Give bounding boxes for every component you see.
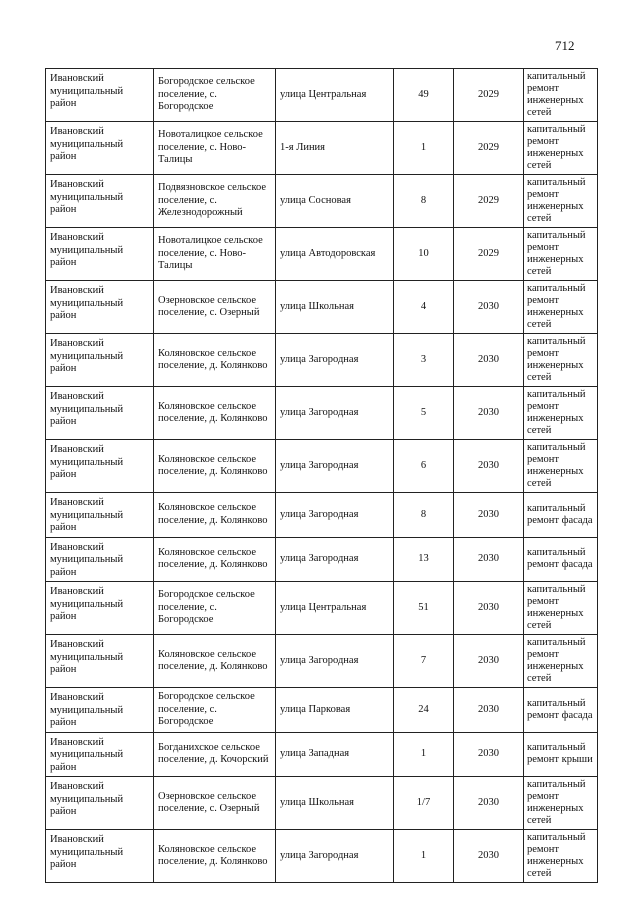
house-number-cell: 1 xyxy=(394,732,454,777)
work-type-cell: капитальный ремонт инженерных сетей xyxy=(524,334,598,387)
house-number-cell: 24 xyxy=(394,688,454,733)
year-cell: 2030 xyxy=(454,387,524,440)
settlement-cell: Богородское сельское поселение, с. Богородское xyxy=(154,582,276,635)
district-cell: Ивановский муниципальный район xyxy=(46,493,154,538)
table-row xyxy=(46,175,598,228)
street-cell: улица Западная xyxy=(276,732,394,777)
table-row xyxy=(46,281,598,334)
house-number-cell: 4 xyxy=(394,281,454,334)
house-number-cell: 8 xyxy=(394,493,454,538)
settlement-cell: Озерновское сельское поселение, с. Озерный xyxy=(154,281,276,334)
street-cell: 1-я Линия xyxy=(276,122,394,175)
work-type-cell: капитальный ремонт инженерных сетей xyxy=(524,69,598,122)
district-cell: Ивановский муниципальный район xyxy=(46,122,154,175)
district-cell: Ивановский муниципальный район xyxy=(46,440,154,493)
street-cell: улица Сосновая xyxy=(276,175,394,228)
house-number-cell: 6 xyxy=(394,440,454,493)
page-number: 712 xyxy=(555,38,575,53)
table-row xyxy=(46,122,598,175)
year-cell: 2029 xyxy=(454,175,524,228)
table-row xyxy=(46,228,598,281)
settlement-cell: Богданихское сельское поселение, д. Кочорский xyxy=(154,732,276,777)
house-number-cell: 10 xyxy=(394,228,454,281)
district-cell: Ивановский муниципальный район xyxy=(46,635,154,688)
district-cell: Ивановский муниципальный район xyxy=(46,228,154,281)
year-cell: 2030 xyxy=(454,732,524,777)
table-row xyxy=(46,69,598,122)
house-number-cell: 1/7 xyxy=(394,777,454,830)
street-cell: улица Школьная xyxy=(276,281,394,334)
year-cell: 2030 xyxy=(454,830,524,883)
table-row xyxy=(46,635,598,688)
table-row xyxy=(46,777,598,830)
settlement-cell: Новоталицкое сельское поселение, с. Ново-Талицы xyxy=(154,122,276,175)
table-row xyxy=(46,387,598,440)
street-cell: улица Загородная xyxy=(276,440,394,493)
district-cell: Ивановский муниципальный район xyxy=(46,732,154,777)
house-number-cell: 3 xyxy=(394,334,454,387)
year-cell: 2030 xyxy=(454,582,524,635)
year-cell: 2030 xyxy=(454,440,524,493)
settlement-cell: Коляновское сельское поселение, д. Колянково xyxy=(154,440,276,493)
district-cell: Ивановский муниципальный район xyxy=(46,334,154,387)
table-row xyxy=(46,582,598,635)
house-number-cell: 8 xyxy=(394,175,454,228)
table-body xyxy=(46,69,598,883)
settlement-cell: Новоталицкое сельское поселение, с. Ново-Талицы xyxy=(154,228,276,281)
settlement-cell: Озерновское сельское поселение, с. Озерный xyxy=(154,777,276,830)
table-row xyxy=(46,688,598,733)
year-cell: 2030 xyxy=(454,334,524,387)
work-type-cell: капитальный ремонт инженерных сетей xyxy=(524,830,598,883)
work-type-cell: капитальный ремонт инженерных сетей xyxy=(524,175,598,228)
table-row xyxy=(46,732,598,777)
work-type-cell: капитальный ремонт фасада xyxy=(524,537,598,582)
work-type-cell: капитальный ремонт инженерных сетей xyxy=(524,281,598,334)
district-cell: Ивановский муниципальный район xyxy=(46,281,154,334)
house-number-cell: 13 xyxy=(394,537,454,582)
year-cell: 2030 xyxy=(454,688,524,733)
settlement-cell: Коляновское сельское поселение, д. Колянково xyxy=(154,387,276,440)
settlement-cell: Коляновское сельское поселение, д. Колянково xyxy=(154,537,276,582)
work-type-cell: капитальный ремонт фасада xyxy=(524,688,598,733)
house-number-cell: 49 xyxy=(394,69,454,122)
street-cell: улица Загородная xyxy=(276,493,394,538)
house-number-cell: 5 xyxy=(394,387,454,440)
settlement-cell: Коляновское сельское поселение, д. Колянково xyxy=(154,334,276,387)
year-cell: 2030 xyxy=(454,635,524,688)
year-cell: 2030 xyxy=(454,493,524,538)
work-type-cell: капитальный ремонт инженерных сетей xyxy=(524,635,598,688)
work-type-cell: капитальный ремонт крыши xyxy=(524,732,598,777)
district-cell: Ивановский муниципальный район xyxy=(46,582,154,635)
street-cell: улица Центральная xyxy=(276,582,394,635)
work-type-cell: капитальный ремонт инженерных сетей xyxy=(524,777,598,830)
district-cell: Ивановский муниципальный район xyxy=(46,777,154,830)
year-cell: 2030 xyxy=(454,281,524,334)
street-cell: улица Загородная xyxy=(276,830,394,883)
district-cell: Ивановский муниципальный район xyxy=(46,688,154,733)
table-row xyxy=(46,537,598,582)
street-cell: улица Загородная xyxy=(276,635,394,688)
table-row xyxy=(46,440,598,493)
street-cell: улица Загородная xyxy=(276,334,394,387)
house-number-cell: 1 xyxy=(394,830,454,883)
house-number-cell: 1 xyxy=(394,122,454,175)
settlement-cell: Коляновское сельское поселение, д. Колянково xyxy=(154,493,276,538)
district-cell: Ивановский муниципальный район xyxy=(46,537,154,582)
work-type-cell: капитальный ремонт инженерных сетей xyxy=(524,440,598,493)
house-number-cell: 51 xyxy=(394,582,454,635)
house-number-cell: 7 xyxy=(394,635,454,688)
settlement-cell: Богородское сельское поселение, с. Богородское xyxy=(154,69,276,122)
year-cell: 2030 xyxy=(454,777,524,830)
year-cell: 2030 xyxy=(454,537,524,582)
work-type-cell: капитальный ремонт инженерных сетей xyxy=(524,122,598,175)
table-row xyxy=(46,830,598,883)
settlement-cell: Богородское сельское поселение, с. Богородское xyxy=(154,688,276,733)
year-cell: 2029 xyxy=(454,122,524,175)
district-cell: Ивановский муниципальный район xyxy=(46,69,154,122)
street-cell: улица Центральная xyxy=(276,69,394,122)
repair-schedule-table xyxy=(45,68,598,883)
street-cell: улица Загородная xyxy=(276,537,394,582)
street-cell: улица Школьная xyxy=(276,777,394,830)
district-cell: Ивановский муниципальный район xyxy=(46,175,154,228)
work-type-cell: капитальный ремонт инженерных сетей xyxy=(524,387,598,440)
work-type-cell: капитальный ремонт инженерных сетей xyxy=(524,228,598,281)
settlement-cell: Коляновское сельское поселение, д. Колянково xyxy=(154,635,276,688)
street-cell: улица Автодоровская xyxy=(276,228,394,281)
work-type-cell: капитальный ремонт инженерных сетей xyxy=(524,582,598,635)
settlement-cell: Коляновское сельское поселение, д. Колянково xyxy=(154,830,276,883)
year-cell: 2029 xyxy=(454,228,524,281)
street-cell: улица Загородная xyxy=(276,387,394,440)
district-cell: Ивановский муниципальный район xyxy=(46,387,154,440)
work-type-cell: капитальный ремонт фасада xyxy=(524,493,598,538)
settlement-cell: Подвязновское сельское поселение, с. Железнодорожный xyxy=(154,175,276,228)
year-cell: 2029 xyxy=(454,69,524,122)
table-row xyxy=(46,334,598,387)
table-row xyxy=(46,493,598,538)
district-cell: Ивановский муниципальный район xyxy=(46,830,154,883)
street-cell: улица Парковая xyxy=(276,688,394,733)
